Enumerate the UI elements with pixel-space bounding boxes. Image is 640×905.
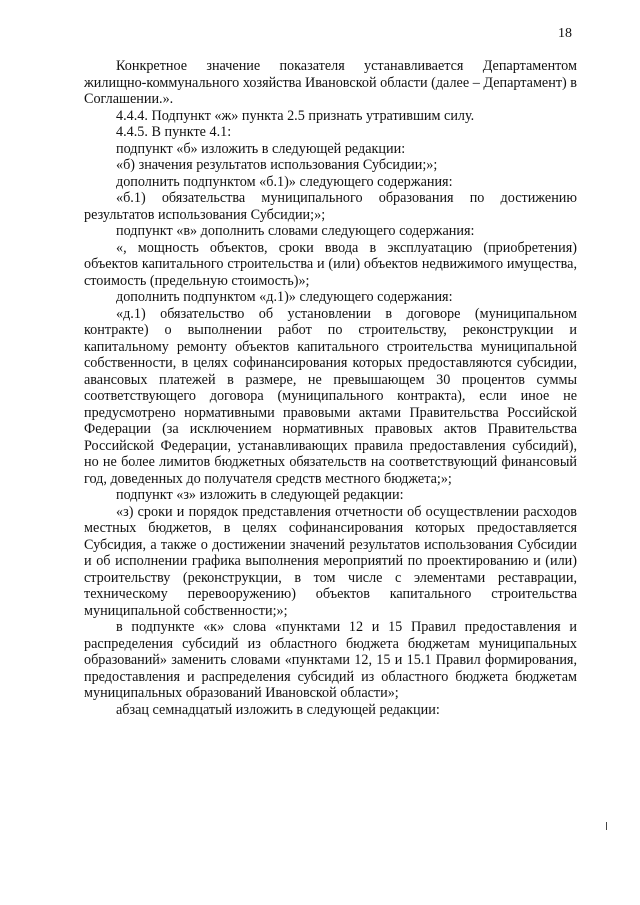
paragraph: 4.4.4. Подпункт «ж» пункта 2.5 признать утратившим силу.: [116, 107, 475, 124]
paragraph: дополнить подпунктом «б.1)» следующего содержания:: [116, 173, 453, 190]
paragraph: дополнить подпунктом «д.1)» следующего содержания:: [116, 289, 453, 305]
paragraph: «, мощность объектов, сроки ввода в эксплуатацию (приобретения) объектов капитального строительства и (или) объектов недвижимого имущества, стоимость (предельную стоимость)»;: [84, 239, 577, 289]
paragraph: Конкретное значение показателя устанавливается Департаментом жилищно-коммунального хозяйства Ивановской области (далее – Департамент) в Соглашении.».: [84, 58, 577, 107]
paragraph: подпункт «з» изложить в следующей редакции:: [116, 487, 404, 503]
paragraph: подпункт «в» дополнить словами следующего содержания:: [116, 223, 475, 239]
paragraph: 4.4.5. В пункте 4.1:: [116, 124, 232, 140]
page-number: 18: [558, 26, 572, 41]
paragraph: «б.1) обязательства муниципального образования по достижению результатов использования Субсидии;»;: [84, 190, 577, 223]
paragraph: в подпункте «к» слова «пунктами 12 и 15 Правил предоставления и распределения субсидий из областного бюджета бюджетам муниципальных образований» заменить словами «пунктами 12, 15 и 15.1 Правил формирования, предоставления и распределения субсидий из областного бюджета бюджетам муниципальных образований Ивановской области»;: [84, 619, 577, 701]
paragraph: «д.1) обязательство об установлении в договоре (муниципальном контракте) о выполнении работ по строительству, реконструкции и капитальному ремонту объектов капитального строительства муниципальной собственности, в целях софинансирования которых предоставляются субсидии, авансовых платежей в размере, не превышающем 30 процентов суммы соответствующего договора (муниципального контракта), если иное не предусмотрено нормативными правовыми актами Правительства Российской Федерации (за исключением нормативных правовых актов Правительства Российской Федерации, устанавливающих правила предоставления субсидий), но не более лимитов бюджетных обязательств на соответствующий финансовый год, доведенных до получателя средств местного бюджета;»;: [84, 305, 577, 487]
scan-artifact: [606, 822, 607, 830]
document-body: [84, 58, 577, 718]
paragraph: «б) значения результатов использования Субсидии;»;: [116, 157, 438, 173]
paragraph: подпункт «б» изложить в следующей редакции:: [116, 140, 406, 157]
paragraph: абзац семнадцатый изложить в следующей редакции:: [116, 701, 440, 718]
paragraph: «з) сроки и порядок представления отчетности об осуществлении расходов местных бюджетов, в целях софинансирования которых предоставляется Субсидия, а также о достижении значений результатов использования Субсидии и об исполнении графика выполнения мероприятий по проектированию и (или) строительству (реконструкции, в том числе с элементами реставрации, техническому перевооружению) объектов капитального строительства муниципальной собственности;»;: [84, 503, 577, 619]
